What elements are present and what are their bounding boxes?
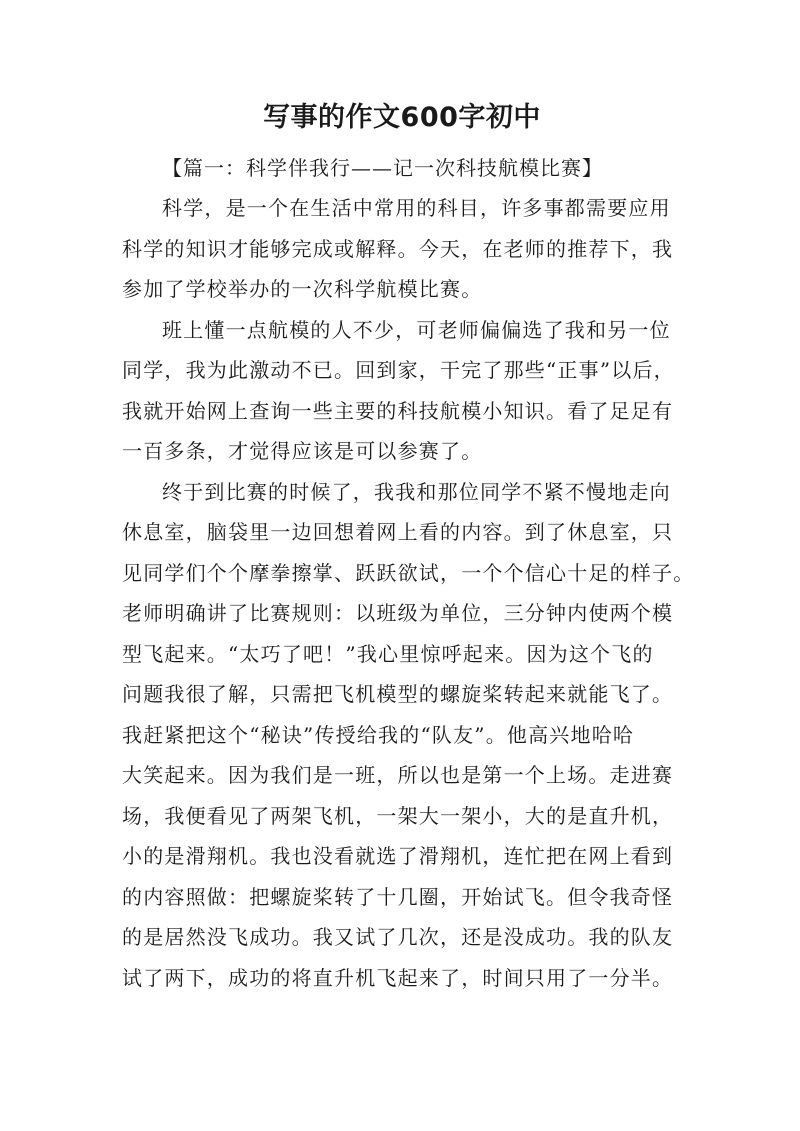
text-line: 科学，是一个在生活中常用的科目，许多事都需要应用 [162,196,671,220]
text-line: 同学，我为此激动不已。回到家，干完了那些“正事”以后， [122,358,675,382]
paragraph-2 [122,310,682,472]
paragraph-3 [122,472,695,999]
text-line: 的是居然没飞成功。我又试了几次，还是没成功。我的队友 [122,925,674,949]
text-line: 老师明确讲了比赛规则：以班级为单位，三分钟内使两个模 [122,601,674,625]
text-line: 我就开始网上查询一些主要的科技航模小知识。看了足足有 [122,398,674,423]
text-line: 科学的知识才能够完成或解释。今天，在老师的推荐下，我 [122,236,674,261]
text-line: 试了两下，成功的将直升机飞起来了，时间只用了一分半。 [122,965,674,990]
text-line: 休息室，脑袋里一边回想着网上看的内容。到了休息室，只 [122,520,674,544]
text-line: 小的是滑翔机。我也没看就选了滑翔机，连忙把在网上看到 [122,844,674,868]
text-line: 型飞起来。“太巧了吧！”我心里惊呼起来。因为这个飞的 [122,641,654,666]
text-line: 大笑起来。因为我们是一班，所以也是第一个上场。走进赛 [122,763,674,787]
text-line: 班上懂一点航模的人不少，可老师偏偏选了我和另一位 [162,317,671,342]
text-line: 我赶紧把这个“秘诀”传授给我的“队友”。他高兴地哈哈 [122,722,635,747]
text-line: 见同学们个个摩拳擦掌、跃跃欲试，一个个信心十足的样子。 [122,560,695,585]
text-line: 问题我很了解，只需把飞机模型的螺旋桨转起来就能飞了。 [122,682,674,706]
text-line: 场，我便看见了两架飞机，一架大一架小，大的是直升机， [122,803,674,828]
text-line: 参加了学校举办的一次科学航模比赛。 [122,277,483,301]
text-line: 一百多条，才觉得应该是可以参赛了。 [122,439,483,463]
text-line: 终于到比赛的时候了，我我和那位同学不紧不慢地走向 [162,479,671,504]
section-heading: 【篇一：科学伴我行——记一次科技航模比赛】 [162,156,603,180]
text-line: 的内容照做：把螺旋桨转了十几圈，开始试飞。但令我奇怪 [122,884,674,909]
document-title: 写事的作文600字初中 [263,102,541,133]
paragraph-1 [122,188,682,310]
